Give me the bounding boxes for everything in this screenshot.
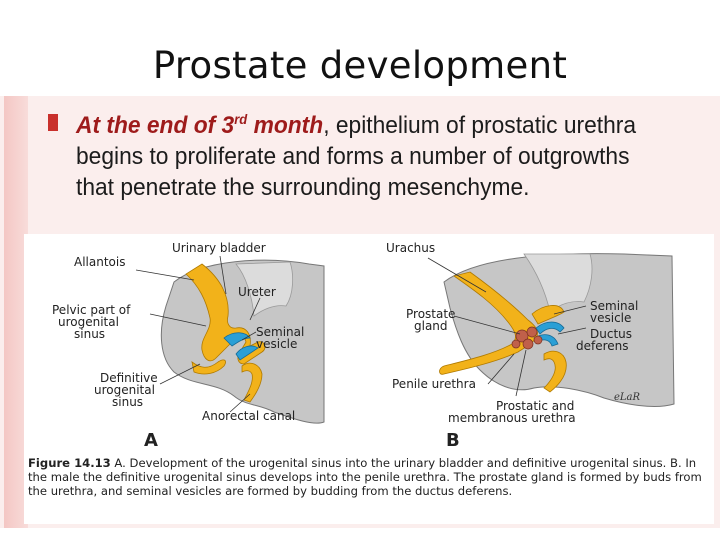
label-prostatic-2: membranous urethra — [448, 411, 576, 425]
label-seminal-vesicle-a-2: vesicle — [256, 337, 298, 351]
label-allantois: Allantois — [74, 255, 126, 269]
bullet-marker — [48, 114, 58, 131]
label-urinary-bladder: Urinary bladder — [172, 241, 266, 255]
lead-phrase — [76, 112, 323, 139]
figure-illustration — [24, 234, 714, 454]
label-pelvic-part-2: urogenital — [58, 315, 119, 329]
content-panel — [0, 96, 720, 528]
figure-caption — [28, 456, 718, 498]
body-line-1: , epithelium of prostatic urethra — [323, 112, 637, 140]
lead-part-2: month — [247, 112, 324, 140]
label-ductus-1: Ductus — [590, 327, 633, 341]
label-prostate-2: gland — [414, 319, 448, 333]
label-prostate-1: Prostate — [406, 307, 456, 321]
label-pelvic-part-3: sinus — [74, 327, 106, 341]
label-seminal-vesicle-a-1: Seminal — [256, 325, 305, 339]
label-definitive-2: urogenital — [94, 383, 155, 397]
lead-part-1: At the end of 3 — [76, 112, 235, 140]
label-pelvic-part-1: Pelvic part of — [52, 303, 131, 317]
body-line-3: that penetrate the surrounding mesenchyme. — [76, 174, 530, 202]
panel-b-letter: B — [446, 430, 460, 451]
slide-title: Prostate development — [152, 44, 568, 87]
lead-superscript: rd — [234, 111, 248, 127]
label-definitive-3: sinus — [112, 395, 144, 409]
label-anorectal-canal: Anorectal canal — [202, 409, 296, 423]
label-prostatic-1: Prostatic and — [496, 399, 575, 413]
artist-signature: eLaR — [614, 392, 641, 403]
label-seminal-vesicle-b-2: vesicle — [590, 311, 632, 325]
panel-a-letter: A — [144, 430, 158, 451]
label-seminal-vesicle-b-1: Seminal — [590, 299, 639, 313]
caption-figure-label: Figure 14.13 — [28, 456, 111, 470]
body-text — [76, 104, 653, 203]
body-line-2: begins to proliferate and forms a number of outgrowths — [76, 143, 630, 171]
label-penile-urethra: Penile urethra — [392, 377, 476, 391]
label-ureter: Ureter — [238, 285, 276, 299]
label-ductus-2: deferens — [576, 339, 629, 353]
label-urachus: Urachus — [386, 241, 436, 255]
label-definitive-1: Definitive — [100, 371, 158, 385]
caption-text: A. Development of the urogenital sinus into the urinary bladder and definitive urogenital sinus. B. In the male the definitive urogenital sinus develops into the penile urethra. The prostate gland is formed by buds from the urethra, and seminal vesicles are formed by budding from the ductus deferens. — [28, 456, 702, 498]
